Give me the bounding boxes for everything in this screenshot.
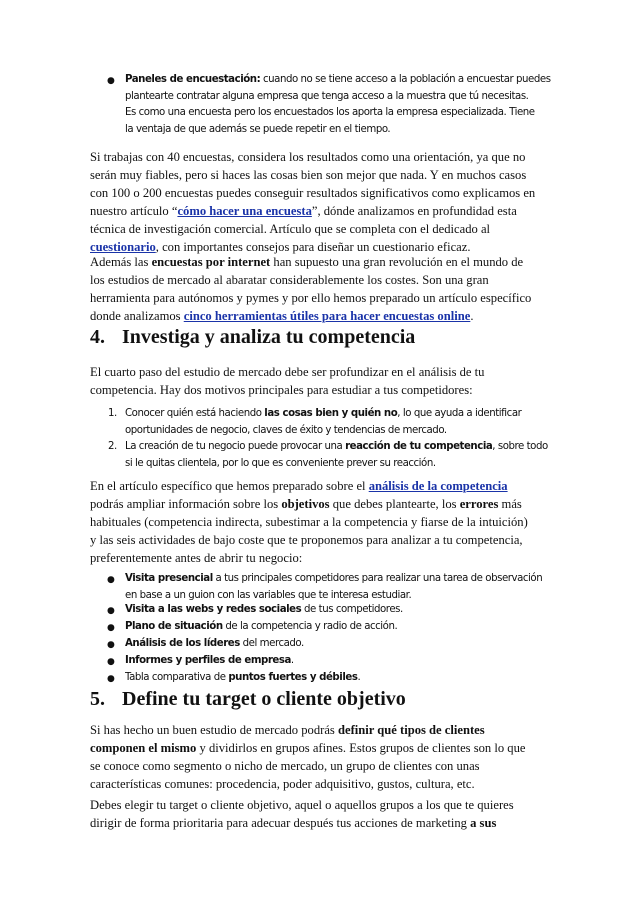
document-page: ● Paneles de encuestación: cuando no se tiene acceso a la población a encuestar puedes plantearte contratar alguna empresa que tenga acceso a la muestra que tú necesitas. Es como una encuesta pero los encuestados los aporta la empresa especializada. Tiene la ventaja de que además se puede repetir en el tiempo. Si trabajas con 40 encuestas, considera los resultados como una orientación, ya que no serán muy fiables, pero si haces las cosas bien son mejor que nada. Y en muchos casos con 100 o 200 encuestas puedes conseguir resultados significativos como explicamos en nuestro artículo “cómo hacer una encuesta”, dónde analizamos en profundidad esta técnica de investigación comercial. Artículo que se completa con el dedicado al cuestionario, con importantes consejos para diseñar un cuestionario eficaz. Además las encuestas por internet han supuesto una gran revolución en el mundo de los estudios de mercado al abaratar considerablemente los costes. Son una gran herramienta para autónomos y pymes y por ello hemos preparado un artículo específico donde analizamos cinco herramientas útiles para hacer encuestas online. 4. Investiga y analiza tu competencia El cuarto paso del estudio de mercado debe ser profundizar en el análisis de tu competencia. Hay dos motivos principales para estudiar a tus competidores: 1. Conocer quién está haciendo las cosas bien y quién no, lo que ayuda a identificar oportunidades de negocio, claves de éxito y tendencias de mercado. 2. La creación de tu negocio puede provocar una reacción de tu competencia, sobre todo si le quitas clientela, por lo que es conveniente prever su reacción. En el artículo específico que hemos preparado sobre el análisis de la competencia podrás ampliar información sobre los objetivos que debes plantearte, los errores más habituales (competencia indirecta, subestimar a la competencia y fiarse de la intuición) y las seis actividades de bajo coste que te proponemos para analizar a tu competencia, preferentemente antes de abrir tu negocio: ● Visita presencial a tus principales competidores para realizar una tarea de observación en base a un guion con las variables que te interesa estudiar. ● Visita a las webs y redes sociales de tus competidores. ● Plano de situación de la competencia y radio de acción. ● Análisis de los líderes del mercado. ● Informes y perfiles de empresa. ● Tabla comparativa de puntos fuertes y débiles. 5. Define tu target o cliente objetivo Si has hecho un buen estudio de mercado podrás definir qué tipos de clientes componen el mismo y dividirlos en grupos afines. Estos grupos de clientes son lo que se conoce como segmento o nicho de mercado, un grupo de clientes con unas características comunes: procedencia, poder adquisitivo, gustos, cultura, etc. Debes elegir tu target o cliente objetivo, aquel o aquellos grupos a los que te quieres dirigir de forma prioritaria para adecuar después tus acciones de marketing a sus [0,0,638,903]
list-item: Informes y perfiles de empresa. [125,655,294,666]
paragraph-encuestas-internet: Además las encuestas por internet han supuesto una gran revolución en el mundo de los estudios de mercado al abaratar considerablemente los costes. Son una gran herramienta para autónomos y pymes y por ello hemos preparado un artículo específico donde analizamos cinco herramientas útiles para hacer encuestas online. [90,255,532,323]
link-analisis-competencia[interactable]: análisis de la competencia [368,479,508,493]
link-cuestionario[interactable]: cuestionario [90,240,156,254]
heading-text: Investiga y analiza tu competencia [122,326,416,348]
bullet-marker: ● [107,640,115,650]
bullet-marker: ● [107,674,115,684]
list-item: Visita a las webs y redes sociales de tus competidores. [125,604,403,615]
paragraph-competencia-intro: El cuarto paso del estudio de mercado debe ser profundizar en el análisis de tu competencia. Hay dos motivos principales para estudiar a tus competidores: [90,365,485,397]
bullet-marker: ● [107,76,115,86]
list-item: Tabla comparativa de puntos fuertes y débiles. [125,672,361,683]
paragraph-cliente-objetivo: Debes elegir tu target o cliente objetivo, aquel o aquellos grupos a los que te quieres dirigir de forma prioritaria para adecuar después tus acciones de marketing a sus [90,798,514,830]
heading-text: Define tu target o cliente objetivo [122,688,406,710]
paragraph-target: Si has hecho un buen estudio de mercado podrás definir qué tipos de clientes componen el mismo y dividirlos en grupos afines. Estos grupos de clientes son lo que se conoce como segmento o nicho de mercado, un grupo de clientes con unas características comunes: procedencia, poder adquisitivo, gustos, cultura, etc. [90,723,526,791]
paragraph-analisis-competencia: En el artículo específico que hemos preparado sobre el análisis de la competencia podrás ampliar información sobre los objetivos que debes plantearte, los errores más habituales (competencia indirecta, subestimar a la competencia y fiarse de la intuición) y las seis actividades de bajo coste que te proponemos para analizar a tu competencia, preferentemente antes de abrir tu negocio: [90,479,528,565]
heading-section-5 [90,687,406,711]
list-item: Plano de situación de la competencia y radio de acción. [125,621,398,632]
bullet-marker: ● [107,606,115,616]
bullet-paneles: Paneles de encuestación: cuando no se tiene acceso a la población a encuestar puedes plantearte contratar alguna empresa que tenga acceso a la muestra que tú necesitas. Es como una encuesta pero los encuestados los aporta la empresa especializada. Tiene la ventaja de que además se puede repetir en el tiempo. [125,74,551,135]
bullet-marker: ● [107,623,115,633]
heading-number: 4. [90,326,105,348]
heading-number: 5. [90,688,105,710]
bullet-term: Paneles de encuestación: [125,74,261,85]
list-item: Visita presencial a tus principales competidores para realizar una tarea de observación en base a un guion con las variables que te interesa estudiar. [125,573,543,601]
link-cinco-herramientas[interactable]: cinco herramientas útiles para hacer encuestas online [183,309,471,323]
link-como-hacer-encuesta[interactable]: cómo hacer una encuesta [177,204,312,218]
bullet-marker: ● [107,575,115,585]
heading-section-4 [90,325,415,349]
bullet-marker: ● [107,657,115,667]
paragraph-encuestas: Si trabajas con 40 encuestas, considera los resultados como una orientación, ya que no serán muy fiables, pero si haces las cosas bien son mejor que nada. Y en muchos casos con 100 o 200 encuestas puedes conseguir resultados significativos como explicamos en nuestro artículo “cómo hacer una encuesta”, dónde analizamos en profundidad esta técnica de investigación comercial. Artículo que se completa con el dedicado al cuestionario, con importantes consejos para diseñar un cuestionario eficaz. [90,150,536,254]
list-item: Análisis de los líderes del mercado. [125,638,304,649]
